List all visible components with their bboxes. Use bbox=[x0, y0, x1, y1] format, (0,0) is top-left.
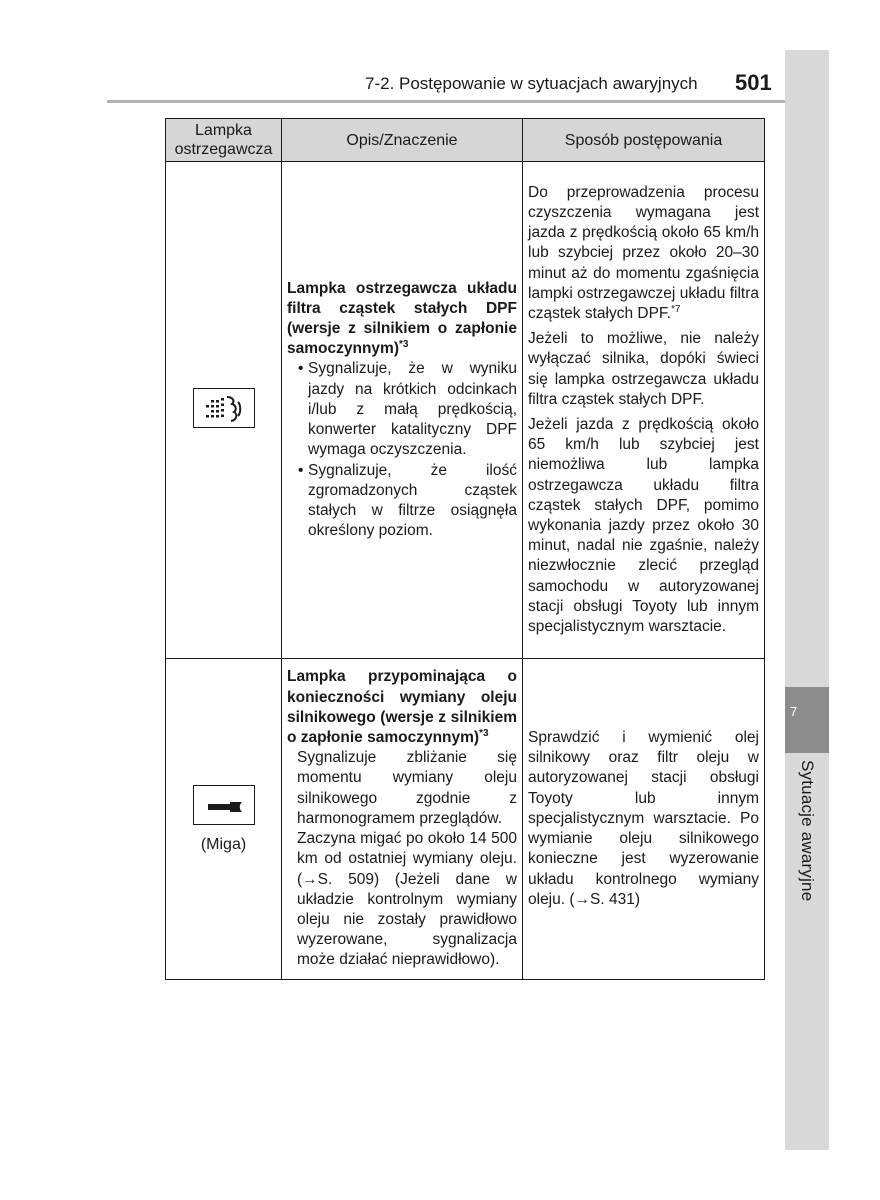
description-paragraph: Sygnalizuje zbliżanie się momentu wymiany oleju silnikowego zgodnie z harmonogramem przeglądów. bbox=[297, 749, 517, 827]
page-number: 501 bbox=[735, 70, 772, 95]
description-paragraph: Zaczyna migać po około 14 500 km od ostatniej wymiany oleju. (→S. 509) (Jeżeli dane w układzie kontrolnym wymiany oleju nie zostały prawidłowo wyzerowane, sygnalizacja może działać nieprawidłowo). bbox=[297, 830, 517, 969]
header-divider bbox=[107, 100, 785, 103]
action-paragraph: Do przeprowadzenia procesu czyszczenia wymagana jest jazda z prędkością około 65 km/h lub szybciej przez około 20–30 minut aż do momentu zgaśnięcia lampki ostrzegawczej układu filtra cząstek stałych DPF.$^{*7}$ bbox=[528, 183, 759, 322]
list-item: • Sygnalizuje, że w wyniku jazdy na krótkich odcinkach i/lub z małą prędkością, konwerter katalityczny DPF wymaga oczyszczenia. bbox=[287, 359, 517, 460]
description-cell bbox=[282, 659, 523, 980]
chapter-tab[interactable] bbox=[785, 687, 829, 753]
table-row bbox=[166, 659, 765, 980]
table-row bbox=[166, 162, 765, 659]
oil-lamp-title: Lampka przypominająca o konieczności wymiany oleju silnikowego (wersje z silnikiem o zapłonie samoczynnym)$^{*3}$ bbox=[287, 668, 517, 747]
action-cell bbox=[523, 659, 765, 980]
list-item: • Sygnalizuje, że ilość zgromadzonych cząstek stałych w filtrze osiągnęła określony poziom. bbox=[287, 461, 517, 542]
chapter-number: 7 bbox=[790, 704, 798, 719]
header-lamp: Lampka ostrzegawcza bbox=[166, 119, 282, 162]
wrench-icon bbox=[193, 785, 255, 825]
section-title: 7-2. Postępowanie w sytuacjach awaryjnych bbox=[365, 74, 698, 93]
action-paragraph: Jeżeli to możliwe, nie należy wyłączać silnika, dopóki świeci się lampka ostrzegawcza układu filtra cząstek stałych DPF. bbox=[528, 330, 759, 408]
warning-lamps-table bbox=[165, 118, 765, 980]
description-cell bbox=[282, 162, 523, 659]
dpf-warning-icon bbox=[193, 388, 255, 428]
lamp-cell bbox=[166, 659, 282, 980]
side-strip bbox=[785, 50, 829, 1150]
blinking-caption: (Miga) bbox=[200, 835, 247, 853]
table-header-row bbox=[166, 119, 765, 162]
action-paragraph: Jeżeli jazda z prędkością około 65 km/h lub szybciej jest niemożliwa lub lampka ostrzegawcza układu filtra cząstek stałych DPF, pomimo wykonania jazdy przez około 30 minut, nadal nie zgaśnie, należy niezwłocznie zlecić przegląd samochodu w autoryzowanej stacji obsługi Toyoty lub innym specjalistycznym warsztacie. bbox=[528, 416, 759, 636]
action-paragraph: Sprawdzić i wymienić olej silnikowy oraz filtr oleju w autoryzowanej stacji obsługi Toyoty lub innym specjalistycznym warsztacie. Po wymianie oleju silnikowego konieczne jest wyzerowanie układu kontrolnego wymiany oleju. (→S. 431) bbox=[528, 729, 759, 908]
chapter-title: Sytuacje awaryjne bbox=[798, 760, 817, 902]
header-description: Opis/Znaczenie bbox=[282, 119, 523, 162]
action-cell bbox=[523, 162, 765, 659]
lamp-cell bbox=[166, 162, 282, 659]
dpf-bullet-list bbox=[287, 359, 517, 541]
dpf-lamp-title: Lampka ostrzegawcza układu filtra cząstek stałych DPF (wersje z silnikiem o zapłonie samoczynnym)$^{*3}$ bbox=[287, 279, 517, 358]
header-action: Sposób postępowania bbox=[523, 119, 765, 162]
